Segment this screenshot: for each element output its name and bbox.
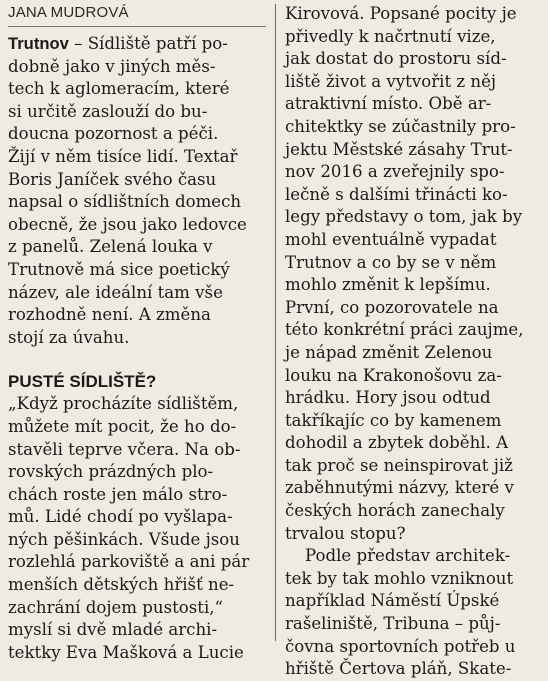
article-line: tektky Eva Mašková a Lucie bbox=[8, 642, 244, 662]
article-line: název, ale ideální tam vše bbox=[8, 282, 223, 302]
article-line: lečně s dalšími třinácti ko- bbox=[285, 184, 508, 204]
article-line: menších dětských hřišť ne- bbox=[8, 575, 235, 595]
left-column bbox=[8, 0, 266, 664]
article-line: z panelů. Zelená louka v bbox=[8, 237, 213, 257]
article-line: ných pěšinkách. Všude jsou bbox=[8, 529, 240, 549]
article-line: chách roste jen málo stro- bbox=[8, 484, 228, 504]
article-line: dobně jako v jiných měs- bbox=[8, 56, 216, 76]
article-line: přivedly k načrtnutí vize, bbox=[285, 26, 496, 46]
article-line: myslí si dvě mladé archi- bbox=[8, 620, 218, 640]
article-line: čovna sportovních potřeb u bbox=[285, 636, 516, 656]
article-line: této konkrétní práci zaujme, bbox=[285, 320, 524, 340]
article-line: mohl eventuálně vypadat bbox=[285, 229, 497, 249]
article-line: doucna pozornost a péči. bbox=[8, 124, 219, 144]
dateline: Trutnov bbox=[8, 34, 69, 53]
article-line: stojí za úvahu. bbox=[8, 327, 130, 347]
article-line: obecně, že jsou jako ledovce bbox=[8, 214, 247, 234]
article-line: Žijí v něm tisíce lidí. Textař bbox=[8, 146, 238, 166]
article-line: tak proč se neinspirovat již bbox=[285, 455, 513, 475]
article-line: Kirovová. Popsané pocity je bbox=[285, 4, 517, 23]
right-column bbox=[285, 0, 543, 681]
article-line: dohodil a zbytek doběhl. A bbox=[285, 433, 509, 453]
article-line: nov 2016 a zveřejnily spo- bbox=[285, 162, 505, 182]
article-line: legy představy o tom, jak by bbox=[285, 207, 523, 227]
article-line: zaběhnutými názvy, které v bbox=[285, 478, 514, 498]
paragraph-gap bbox=[8, 349, 266, 371]
article-line: „Když procházíte sídlištěm, bbox=[8, 394, 239, 414]
article-line: atraktivní místo. Obě ar- bbox=[285, 94, 492, 114]
article-line: Trutnově má sice poetický bbox=[8, 259, 230, 279]
article-line: si určitě zaslouží do bu- bbox=[8, 101, 208, 121]
article-line: můžete mít pocit, že ho do- bbox=[8, 416, 237, 436]
article-line: trvalou stopu? bbox=[285, 523, 406, 543]
article-line: liště život a vytvořit z něj bbox=[285, 71, 497, 91]
article-line: mů. Lidé chodí po vyšlapa- bbox=[8, 507, 233, 527]
author-byline: JANA MUDROVÁ bbox=[8, 0, 266, 27]
article-line: rozlehlá parkoviště a ani pár bbox=[8, 552, 250, 572]
column-divider bbox=[275, 4, 276, 641]
article-line: První, co pozorovatele na bbox=[285, 297, 499, 317]
article-line: jektu Městské zásahy Trut- bbox=[285, 139, 513, 159]
article-line: louku na Krakonošovu za- bbox=[285, 365, 502, 385]
article-line: rozhodně není. A změna bbox=[8, 305, 211, 325]
article-line: zachrání dojem pustosti,“ bbox=[8, 597, 224, 617]
article-line: hrádku. Hory jsou odtud bbox=[285, 388, 491, 408]
article-line: tek by tak mohlo vzniknout bbox=[285, 568, 514, 588]
article-line: Trutnov – Sídliště patří po- bbox=[8, 34, 228, 53]
article-line: českých horách zanechaly bbox=[285, 501, 505, 521]
article-line: Boris Janíček svého času bbox=[8, 169, 217, 189]
article-line: Trutnov a co by se v něm bbox=[285, 252, 497, 272]
article-line: rašeliniště, Tribuna – půj- bbox=[285, 614, 501, 634]
article-line: stavěli teprve včera. Na ob- bbox=[8, 439, 241, 459]
article-line: mohlo změnit k lepšímu. bbox=[285, 275, 491, 295]
article-line: jak dostat do prostoru síd- bbox=[285, 49, 507, 69]
article-line: například Náměstí Úpské bbox=[285, 591, 500, 611]
article-line: chitektky se zúčastnily pro- bbox=[285, 116, 516, 136]
article-line: hřiště Čertova pláň, Skate- bbox=[285, 659, 512, 679]
article-line: tech k aglomeracím, které bbox=[8, 79, 230, 99]
article-line: takříkajíc co by kamenem bbox=[285, 410, 502, 430]
section-heading: PUSTÉ SÍDLIŠTĚ? bbox=[8, 372, 157, 392]
article-line: je nápad změnit Zelenou bbox=[285, 342, 493, 362]
article-line: Podle představ architek- bbox=[305, 546, 511, 566]
article-line: rovských prázdných plo- bbox=[8, 462, 214, 482]
article-line: napsal o sídlištních domech bbox=[8, 192, 242, 212]
